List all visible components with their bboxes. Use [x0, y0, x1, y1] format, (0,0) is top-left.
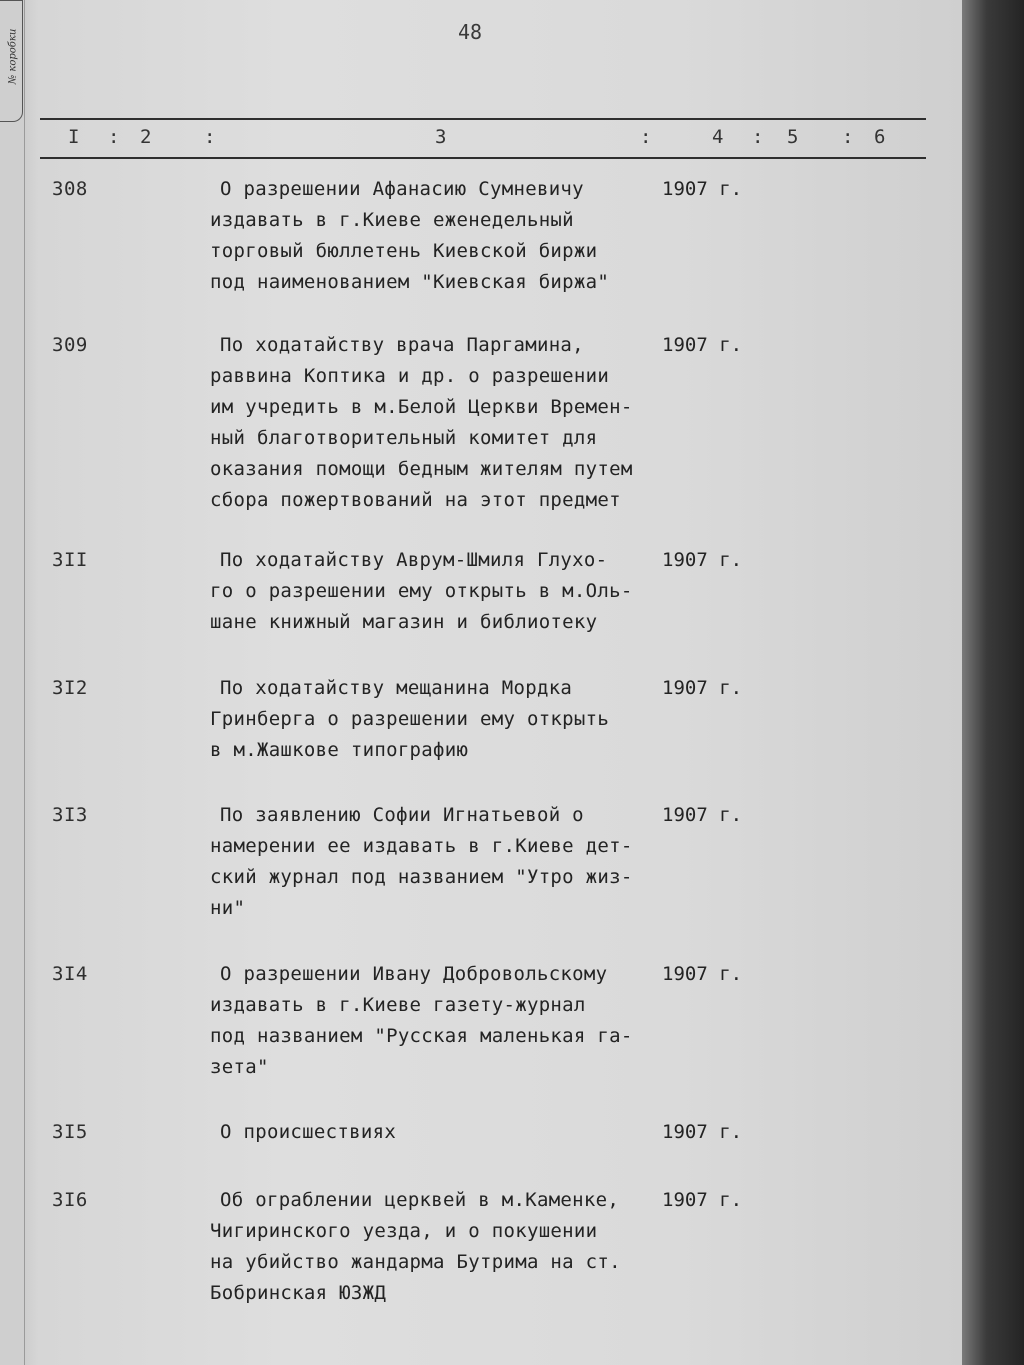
entry-year: 1907 г.: [662, 677, 743, 699]
entry-description-line: О разрешении Ивану Добровольскому: [220, 963, 608, 985]
column-separator: :: [108, 126, 120, 148]
entry-description-line: торговый бюллетень Киевской биржи: [210, 240, 598, 262]
page-number: 48: [457, 20, 483, 44]
entry-description-line: Гринберга о разрешении ему открыть: [210, 708, 610, 730]
entry-number: 3II: [52, 549, 88, 571]
column-separator: :: [842, 126, 854, 148]
column-header: 3: [435, 126, 447, 148]
column-separator: :: [640, 126, 652, 148]
column-header: 6: [874, 126, 886, 148]
entry-description-line: О разрешении Афанасию Сумневичу: [220, 178, 584, 200]
entry-year: 1907 г.: [662, 804, 743, 826]
entry-year: 1907 г.: [662, 1121, 743, 1143]
entry-number: 3I4: [52, 963, 88, 985]
entry-description-line: Об ограблении церквей в м.Каменке,: [220, 1189, 620, 1211]
entry-description-line: шане книжный магазин и библиотеку: [210, 611, 598, 633]
header-rule-bottom: [40, 157, 926, 159]
entry-year: 1907 г.: [662, 178, 743, 200]
left-margin: [0, 0, 25, 1365]
entry-description-line: О происшествиях: [220, 1121, 397, 1143]
entry-description-line: По ходатайству мещанина Мордка: [220, 677, 573, 699]
entry-number: 3I3: [52, 804, 88, 826]
entry-description-line: на убийство жандарма Бутрима на ст.: [210, 1251, 621, 1273]
column-separator: :: [204, 126, 216, 148]
entry-year: 1907 г.: [662, 963, 743, 985]
entry-description-line: По ходатайству Аврум-Шмиля Глухо-: [220, 549, 608, 571]
entry-description-line: Бобринская ЮЗЖД: [210, 1282, 387, 1304]
column-separator: :: [752, 126, 764, 148]
entry-year: 1907 г.: [662, 1189, 743, 1211]
entry-description-line: издавать в г.Киеве газету-журнал: [210, 994, 586, 1016]
entry-description-line: Чигиринского уезда, и о покушении: [210, 1220, 598, 1242]
entry-description-line: ни": [210, 897, 246, 919]
box-stub: [0, 0, 23, 122]
entry-number: 3I5: [52, 1121, 88, 1143]
entry-description-line: раввина Коптика и др. о разрешении: [210, 365, 610, 387]
entry-year: 1907 г.: [662, 334, 743, 356]
column-header: I: [68, 126, 80, 148]
entry-description-line: зета": [210, 1056, 269, 1078]
entry-description-line: под наименованием "Киевская биржа": [210, 271, 610, 293]
entry-number: 3I2: [52, 677, 88, 699]
entry-description-line: ский журнал под названием "Утро жиз-: [210, 866, 633, 888]
entry-description-line: в м.Жашкове типографию: [210, 739, 469, 761]
entry-description-line: издавать в г.Киеве еженедельный: [210, 209, 574, 231]
entry-description-line: го о разрешении ему открыть в м.Оль-: [210, 580, 633, 602]
entry-year: 1907 г.: [662, 549, 743, 571]
entry-description-line: сбора пожертвований на этот предмет: [210, 489, 621, 511]
header-rule-top: [40, 118, 926, 120]
entry-description-line: По заявлению Софии Игнатьевой о: [220, 804, 584, 826]
entry-description-line: оказания помощи бедным жителям путем: [210, 458, 633, 480]
page-edge-shadow: [962, 0, 1024, 1365]
entry-description-line: По ходатайству врача Паргамина,: [220, 334, 584, 356]
entry-description-line: им учредить в м.Белой Церкви Времен-: [210, 396, 633, 418]
entry-number: 3I6: [52, 1189, 88, 1211]
entry-description-line: под названием "Русская маленькая га-: [210, 1025, 633, 1047]
entry-description-line: намерении ее издавать в г.Киеве дет-: [210, 835, 633, 857]
entry-number: 308: [52, 178, 88, 200]
entry-number: 309: [52, 334, 88, 356]
entry-description-line: ный благотворительный комитет для: [210, 427, 598, 449]
box-label: № коробки: [7, 28, 19, 85]
column-header: 2: [140, 126, 152, 148]
column-header: 5: [787, 126, 799, 148]
column-header: 4: [712, 126, 724, 148]
